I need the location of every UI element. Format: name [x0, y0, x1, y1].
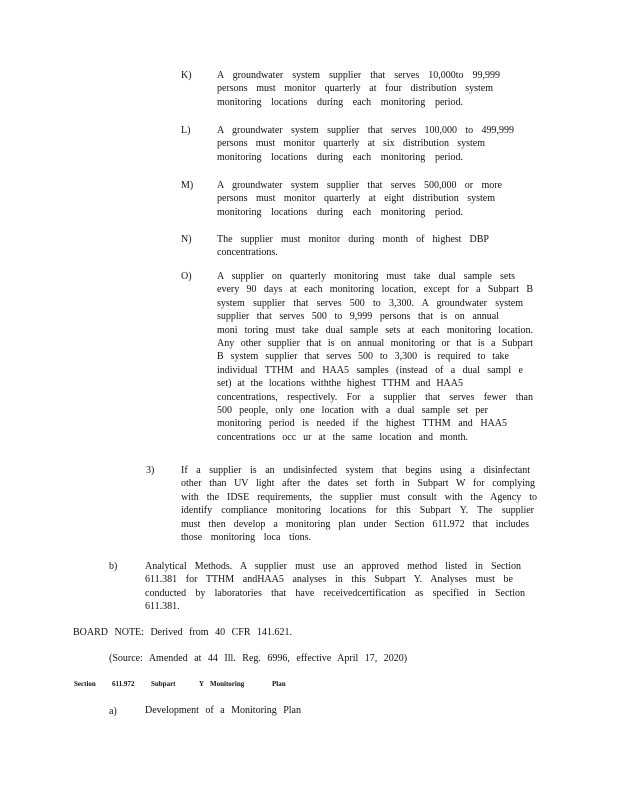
item-3-label: 3): [146, 465, 155, 476]
item-l-label: L): [181, 125, 191, 136]
item-m-label: M): [181, 180, 194, 191]
item-3-line: those monitoring loca tions.: [181, 532, 311, 544]
item-b-line: conducted by laboratories that have receivedcertification as specified in Section: [145, 587, 525, 599]
item-o-line: monitoring period is needed if the highest TTHM and HAA5: [217, 418, 507, 430]
item-o-text: [217, 270, 533, 444]
item-3-text: [181, 464, 537, 544]
item-o-line: B system supplier that serves 500 to 3,300 is required to take: [217, 351, 509, 363]
section-heading-word: Subpart: [151, 680, 176, 688]
item-m-line: monitoring locations during each monitoring period.: [217, 206, 463, 218]
item-3-line: If a supplier is an undisinfected system that begins using a disinfectant: [181, 465, 530, 476]
section-heading-word: Section: [74, 680, 96, 688]
item-l-line: A groundwater system supplier that serves 100,000 to 499,999: [217, 125, 514, 136]
item-n-text: [217, 233, 489, 260]
item-m-text: [217, 179, 502, 219]
section-heading-letter: Y: [199, 680, 205, 688]
item-3-line: must then develop a monitoring plan under Section 611.972 that includes: [181, 518, 529, 530]
item-3-line: other than UV light after the dates set forth in Subpart W for complying: [181, 478, 535, 490]
item-l-text: [217, 124, 514, 164]
section-heading-word: Monitoring: [210, 680, 245, 688]
item-k-label: K): [181, 70, 192, 81]
item-o-line: every 90 days at each monitoring location, except for a Subpart B: [217, 284, 533, 296]
item-a-label: a): [109, 706, 117, 717]
item-b-line: Analytical Methods. A supplier must use an approved method listed in Section: [145, 561, 521, 572]
item-o-label: O): [181, 271, 192, 282]
item-o-line: concentrations occ ur at the same location and month.: [217, 431, 468, 443]
item-m-line: A groundwater system supplier that serves 500,000 or more: [217, 180, 502, 191]
item-o-line: supplier that serves 500 to 9,999 persons that is on annual: [217, 311, 499, 323]
item-o-line: set) at the locations withthe highest TTHM and HAA5: [217, 378, 463, 390]
item-o-line: system supplier that serves 500 to 3,300. A groundwater system: [217, 297, 523, 309]
item-k-line: monitoring locations during each monitoring period.: [217, 96, 463, 108]
section-heading-number: 611.972: [112, 680, 135, 688]
item-b-text: [145, 560, 525, 614]
item-k-line: persons must monitor quarterly at four distribution system: [217, 83, 493, 95]
item-b-line: 611.381 for TTHM andHAA5 analyses in this Subpart Y. Analyses must be: [145, 574, 513, 586]
item-m-line: persons must monitor quarterly at eight distribution system: [217, 193, 495, 205]
section-heading-word: Plan: [272, 680, 286, 688]
section-heading: [0, 680, 618, 690]
item-n-line: concentrations.: [217, 247, 278, 259]
item-o-line: individual TTHM and HAA5 samples (instead of a dual sampl e: [217, 364, 523, 376]
item-l-line: monitoring locations during each monitoring period.: [217, 151, 463, 163]
item-o-line: moni toring must take dual sample sets at each monitoring location.: [217, 324, 533, 336]
item-b-line: 611.381.: [145, 601, 180, 613]
item-n-label: N): [181, 234, 192, 245]
item-o-line: Any other supplier that is on annual monitoring or that is a Subpart: [217, 338, 533, 350]
item-k-text: [217, 69, 500, 109]
item-b-label: b): [109, 561, 118, 572]
item-n-line: The supplier must monitor during month of highest DBP: [217, 234, 489, 245]
item-l-line: persons must monitor quarterly at six distribution system: [217, 138, 485, 150]
item-3-line: identify compliance monitoring locations for this Subpart Y. The supplier: [181, 505, 534, 517]
source-note: (Source: Amended at 44 Ill. Reg. 6996, effective April 17, 2020): [109, 653, 408, 664]
item-k-line: A groundwater system supplier that serves 10,000to 99,999: [217, 70, 500, 81]
item-a-text: Development of a Monitoring Plan: [145, 705, 301, 716]
item-o-line: concentrations, respectively. For a supplier that serves fewer than: [217, 391, 533, 403]
board-note: BOARD NOTE: Derived from 40 CFR 141.621.: [73, 627, 292, 638]
item-o-line: A supplier on quarterly monitoring must take dual sample sets: [217, 271, 515, 282]
item-o-line: 500 people, only one location with a dual sample set per: [217, 405, 488, 417]
item-3-line: with the IDSE requirements, the supplier must consult with the Agency to: [181, 491, 537, 503]
